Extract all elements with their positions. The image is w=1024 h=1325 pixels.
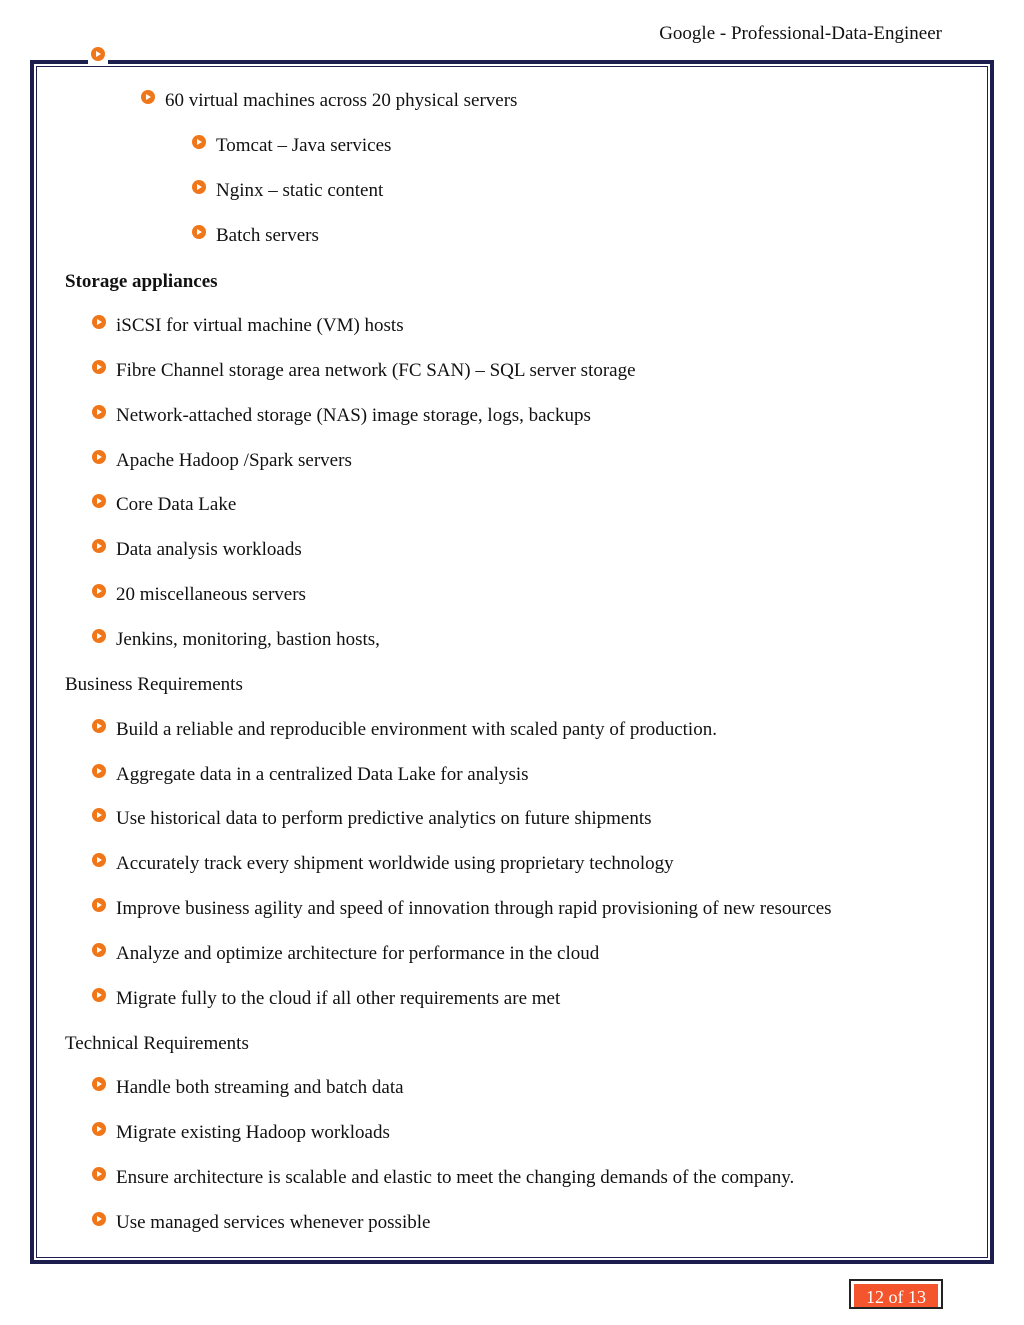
list-item-text: Use historical data to perform predictive analytics on future shipments (116, 808, 652, 829)
section-heading-technical: Technical Requirements (65, 1033, 249, 1054)
list-item (116, 538, 302, 562)
list-item-text: Tomcat – Java services (216, 135, 392, 156)
list-item-text: Core Data Lake (116, 494, 237, 515)
list-item (116, 718, 717, 742)
list-item (116, 852, 674, 876)
list-item (116, 314, 404, 338)
orange-play-bullet-icon (192, 225, 206, 239)
orange-play-bullet-icon (92, 584, 106, 598)
page-header-title: Google - Professional-Data-Engineer (659, 23, 942, 44)
list-item (116, 987, 560, 1011)
orange-play-bullet-icon (92, 405, 106, 419)
list-item (116, 1121, 390, 1145)
list-item (116, 493, 236, 517)
list-item-text: Migrate fully to the cloud if all other requirements are met (116, 988, 561, 1009)
list-item-text: Batch servers (216, 225, 319, 246)
orange-play-bullet-icon (92, 1122, 106, 1136)
corner-bullet (88, 44, 108, 64)
orange-play-bullet-icon (92, 898, 106, 912)
orange-play-bullet-icon (92, 360, 106, 374)
list-item-text: Improve business agility and speed of innovation through rapid provisioning of new resources (116, 898, 832, 919)
orange-play-bullet-icon (92, 764, 106, 778)
list-item-text: Analyze and optimize architecture for performance in the cloud (116, 943, 600, 964)
orange-play-bullet-icon (92, 808, 106, 822)
list-item-text: Jenkins, monitoring, bastion hosts, (116, 629, 380, 650)
orange-play-bullet-icon (91, 47, 105, 61)
list-item-text: Handle both streaming and batch data (116, 1077, 404, 1098)
list-item (116, 449, 352, 473)
list-item (116, 897, 832, 921)
list-item (116, 628, 380, 652)
orange-play-bullet-icon (192, 135, 206, 149)
orange-play-bullet-icon (92, 450, 106, 464)
list-item-text: Data analysis workloads (116, 539, 302, 560)
list-item-text: Network-attached storage (NAS) image storage, logs, backups (116, 405, 591, 426)
list-item (116, 404, 591, 428)
list-item (116, 942, 599, 966)
list-item (216, 224, 319, 248)
list-item-text: Apache Hadoop /Spark servers (116, 450, 352, 471)
list-item (116, 583, 306, 607)
orange-play-bullet-icon (92, 1167, 106, 1181)
list-item-text: 60 virtual machines across 20 physical servers (165, 90, 518, 111)
orange-play-bullet-icon (92, 853, 106, 867)
list-item-text: iSCSI for virtual machine (VM) hosts (116, 315, 404, 336)
page-number-text: 12 of 13 (854, 1284, 938, 1307)
list-item-text: Use managed services whenever possible (116, 1212, 431, 1233)
list-item (116, 1166, 794, 1190)
list-item (116, 807, 652, 831)
orange-play-bullet-icon (92, 943, 106, 957)
list-item (116, 763, 529, 787)
list-item (116, 359, 636, 383)
orange-play-bullet-icon (141, 90, 155, 104)
section-heading-business: Business Requirements (65, 674, 243, 695)
orange-play-bullet-icon (92, 494, 106, 508)
orange-play-bullet-icon (92, 539, 106, 553)
list-item (216, 179, 383, 203)
page-number-badge (849, 1279, 943, 1309)
list-item (116, 1076, 404, 1100)
orange-play-bullet-icon (92, 1212, 106, 1226)
list-item (216, 134, 391, 158)
orange-play-bullet-icon (92, 719, 106, 733)
list-item-text: Fibre Channel storage area network (FC SAN) – SQL server storage (116, 360, 636, 381)
list-item (116, 1211, 430, 1235)
list-item-text: Aggregate data in a centralized Data Lake for analysis (116, 764, 529, 785)
list-item-text: Migrate existing Hadoop workloads (116, 1122, 390, 1143)
orange-play-bullet-icon (92, 1077, 106, 1091)
section-heading-storage: Storage appliances (65, 271, 218, 292)
list-item-text: Ensure architecture is scalable and elastic to meet the changing demands of the company. (116, 1167, 795, 1188)
orange-play-bullet-icon (92, 629, 106, 643)
list-item-text: Build a reliable and reproducible environment with scaled panty of production. (116, 719, 717, 740)
list-item-text: Accurately track every shipment worldwide using proprietary technology (116, 853, 674, 874)
list-item-text: 20 miscellaneous servers (116, 584, 306, 605)
list-item-text: Nginx – static content (216, 180, 384, 201)
orange-play-bullet-icon (92, 315, 106, 329)
orange-play-bullet-icon (92, 988, 106, 1002)
orange-play-bullet-icon (192, 180, 206, 194)
list-item (165, 89, 517, 113)
